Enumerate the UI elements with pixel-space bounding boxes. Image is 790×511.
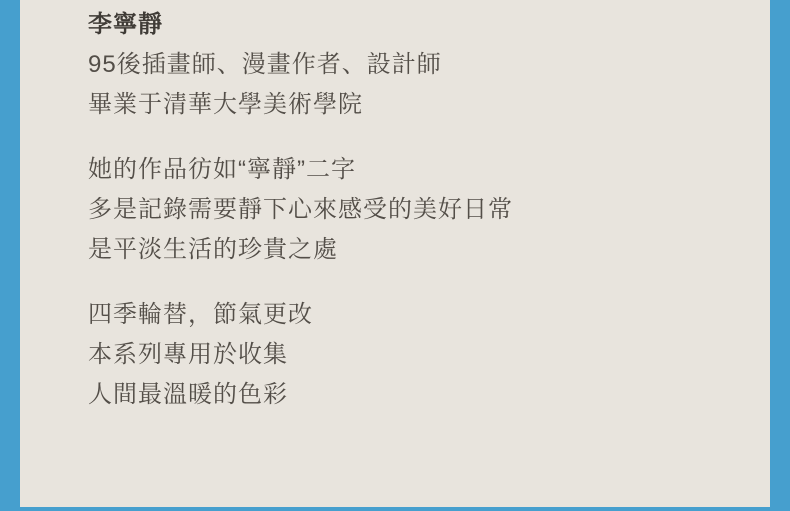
bio-style-paragraph — [88, 150, 750, 270]
bio-line-style-2: 多是記錄需要靜下心來感受的美好日常 — [88, 196, 513, 223]
bio-line-style-3: 是平淡生活的珍貴之處 — [88, 236, 338, 263]
bio-line-series-3: 人間最溫暖的色彩 — [88, 381, 288, 408]
artist-name: 李寧靜 — [88, 11, 163, 38]
bio-series-paragraph — [88, 295, 750, 415]
bio-intro-paragraph — [88, 5, 750, 125]
bio-line-profession: 95後插畫師、漫畫作者、設計師 — [88, 51, 442, 78]
artist-bio — [20, 0, 770, 415]
bio-line-series-2: 本系列專用於收集 — [88, 341, 288, 368]
bio-line-series-1: 四季輪替，節氣更改 — [88, 301, 313, 328]
bio-line-style-1: 她的作品彷如“寧靜”二字 — [88, 156, 356, 183]
content-panel — [20, 0, 770, 507]
bio-line-education: 畢業于清華大學美術學院 — [88, 91, 363, 118]
